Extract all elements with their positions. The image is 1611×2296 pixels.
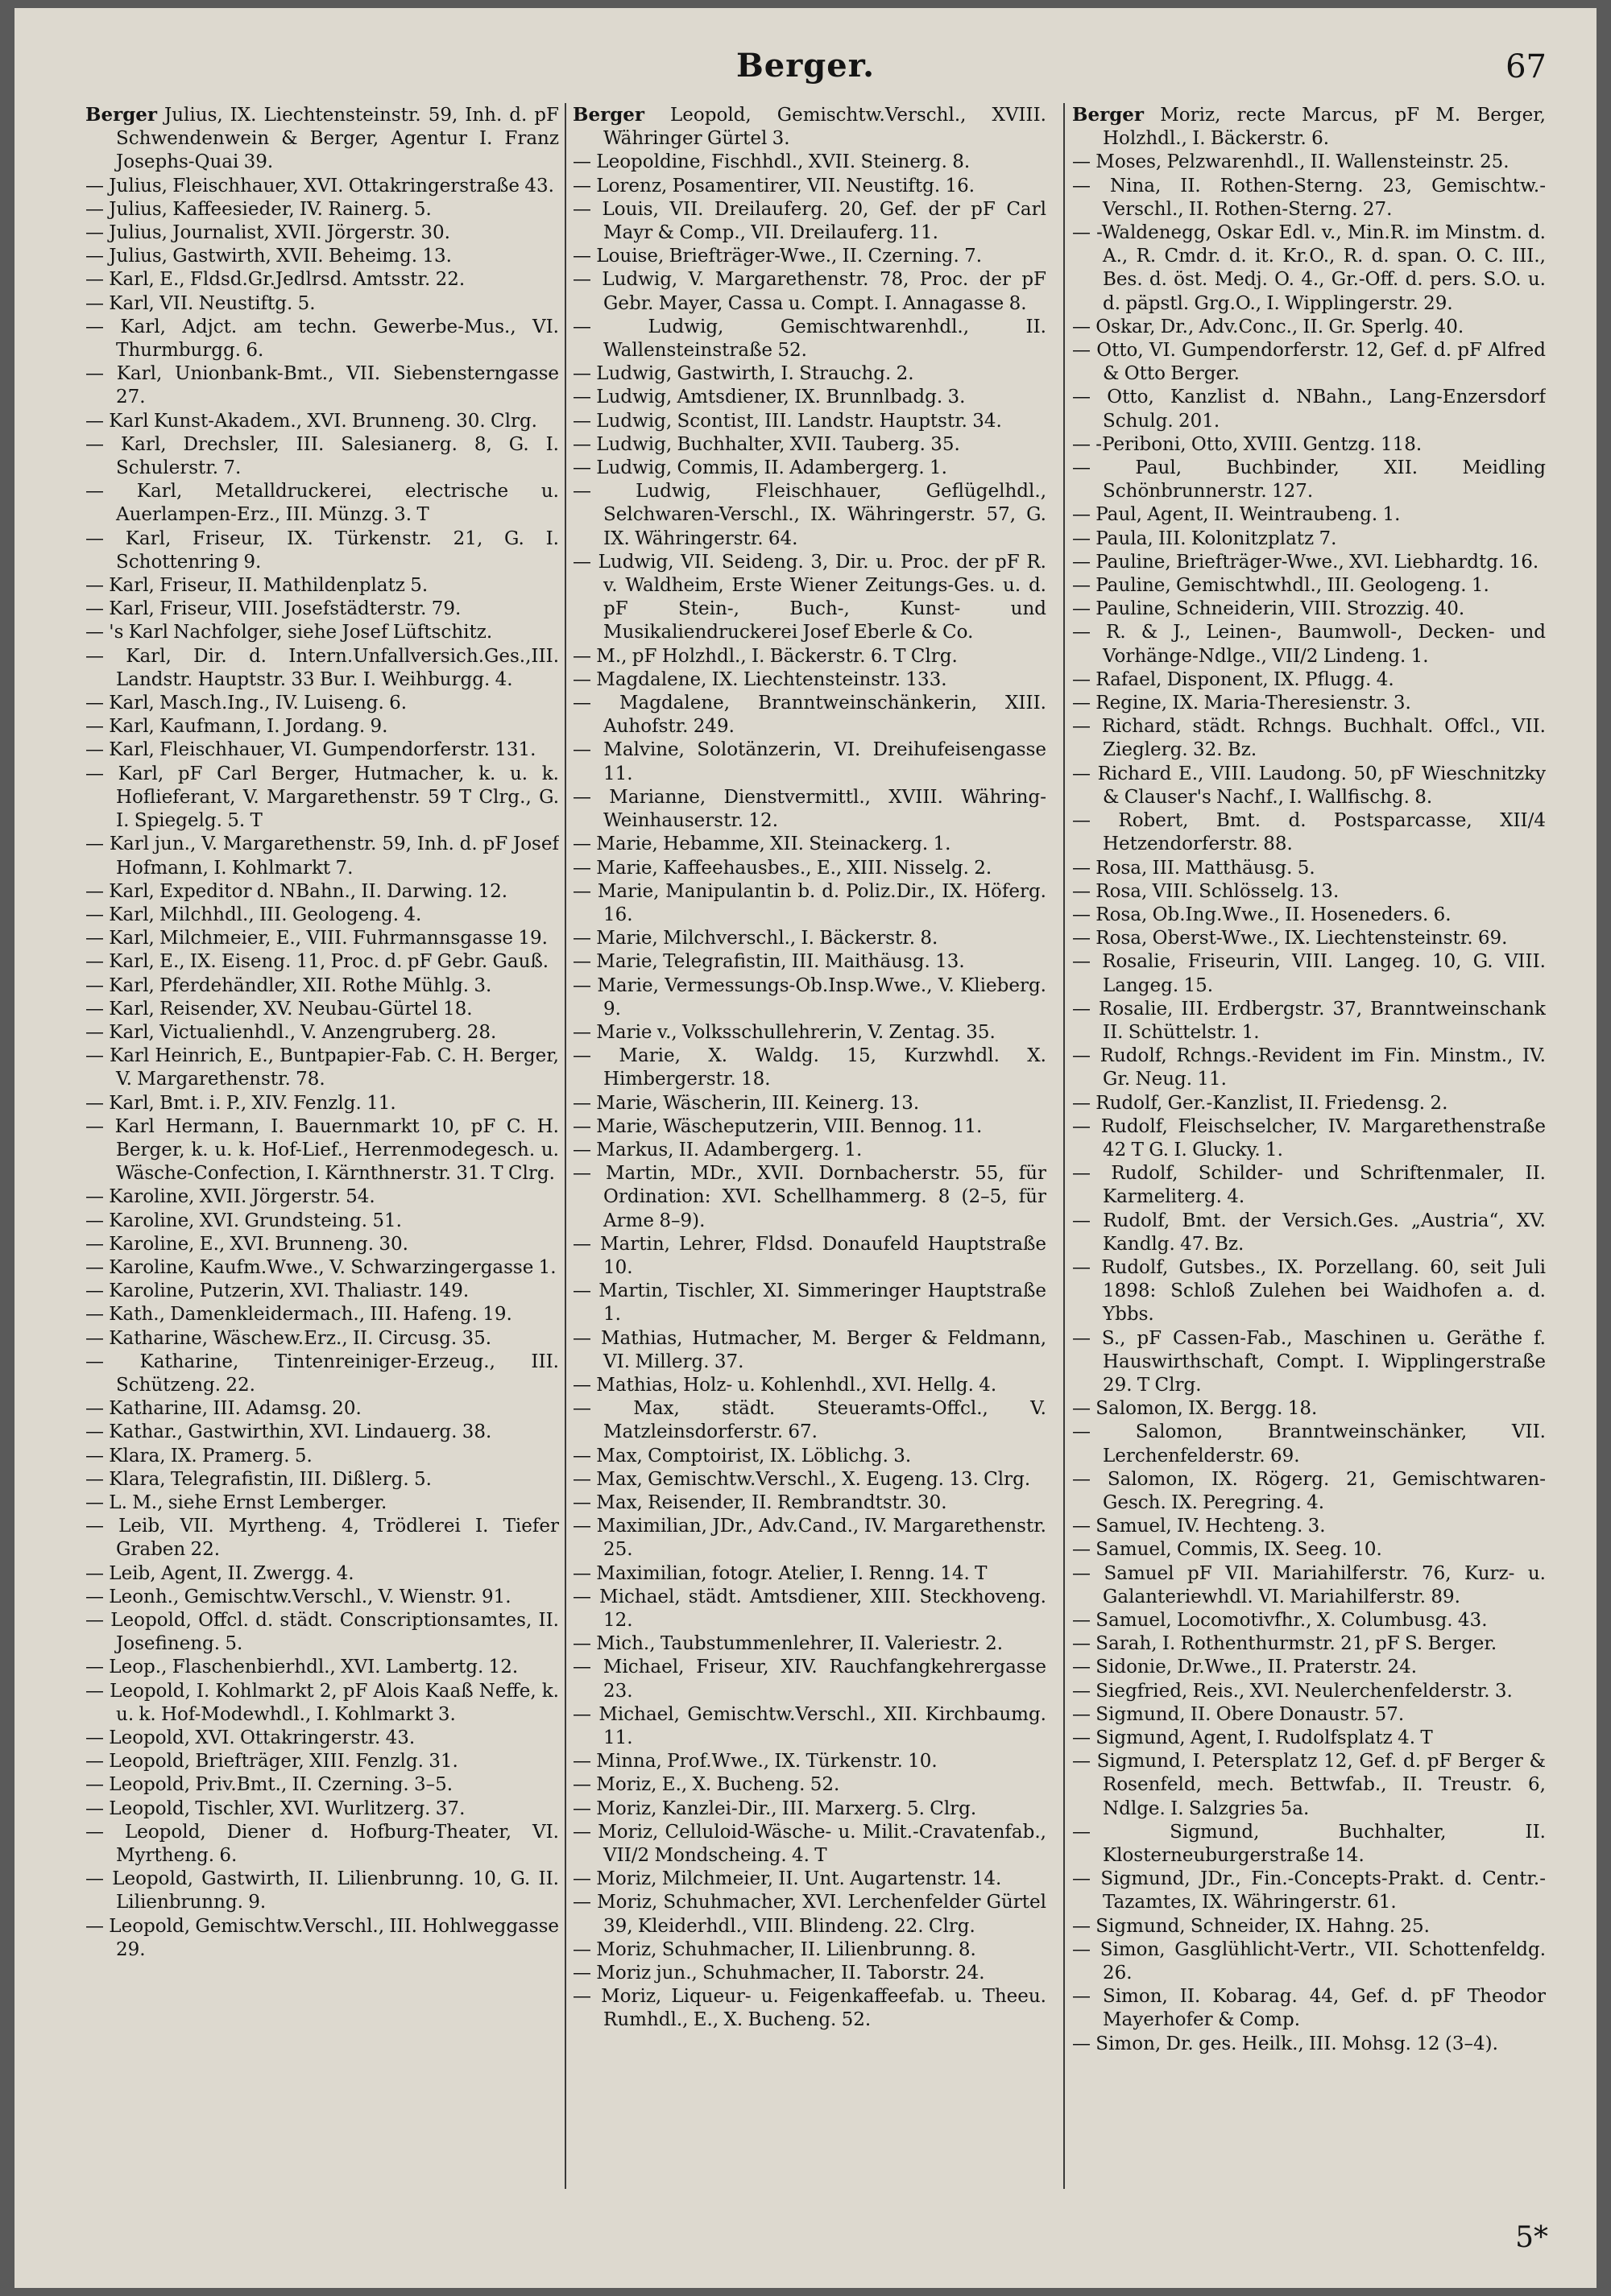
directory-entry: — Karl, Friseur, II. Mathildenplatz 5. [85, 575, 429, 597]
directory-entry: — Sigmund, I. Petersplatz 12, Gef. d. pF Berger & Rosenfeld, mech. Bettwfab., II. Treustr. 6, Ndlge. I. Salzgries 5a. [1072, 1751, 1546, 1819]
directory-entry: — Mathias, Hutmacher, M. Berger & Feldmann, VI. Millerg. 37. [573, 1327, 1046, 1372]
directory-entry: — S., pF Cassen-Fab., Maschinen u. Geräthe f. Hauswirthschaft, Compt. I. Wipplingerstraße 29. T Clrg. [1072, 1327, 1546, 1396]
directory-entry: — Maximilian, JDr., Adv.Cand., IV. Margarethenstr. 25. [573, 1516, 1046, 1561]
directory-entry: — Karl, VII. Neustiftg. 5. [85, 292, 316, 314]
directory-entry: — M., pF Holzhdl., I. Bäckerstr. 6. T Clrg. [573, 645, 958, 667]
directory-entry: — Karoline, E., XVI. Brunneng. 30. [85, 1233, 408, 1255]
directory-entry: — Oskar, Dr., Adv.Conc., II. Gr. Sperlg. 40. [1072, 316, 1464, 337]
directory-entry: — Marie, Telegrafistin, III. Maithäusg. 13. [573, 951, 965, 973]
directory-entry: — Karl, Milchhdl., III. Geologeng. 4. [85, 904, 422, 925]
directory-entry: — Klara, IX. Pramerg. 5. [85, 1445, 313, 1467]
directory-entry: — Karl jun., V. Margarethenstr. 59, Inh. d. pF Josef Hofmann, I. Kohlmarkt 7. [85, 834, 559, 879]
directory-entry: — Simon, Dr. ges. Heilk., III. Mohsg. 12 (3–4). [1072, 2033, 1498, 2054]
directory-entry: — Marie, Vermessungs-Ob.Insp.Wwe., V. Klieberg. 9. [573, 974, 1046, 1020]
directory-entry: — Otto, Kanzlist d. NBahn., Lang-Enzersdorf Schulg. 201. [1072, 387, 1546, 432]
directory-entry: — -Periboni, Otto, XVIII. Gentzg. 118. [1072, 433, 1423, 455]
directory-entry: — Julius, Kaffeesieder, IV. Rainerg. 5. [85, 198, 432, 220]
directory-entry: — Max, Comptoirist, IX. Löblichg. 3. [573, 1445, 912, 1467]
directory-entry: — Karl, E., IX. Eiseng. 11, Proc. d. pF Gebr. Gauß. [85, 951, 549, 973]
directory-entry: — Karl, Drechsler, III. Salesianerg. 8, G. I. Schulerstr. 7. [85, 433, 559, 479]
directory-entry: — Michael, städt. Amtsdiener, XIII. Steckhoveng. 12. [573, 1586, 1046, 1631]
directory-entry: — Max, Reisender, II. Rembrandtstr. 30. [573, 1491, 947, 1513]
directory-entry: — Paul, Agent, II. Weintraubeng. 1. [1072, 504, 1401, 526]
directory-entry: — Julius, Gastwirth, XVII. Beheimg. 13. [85, 246, 452, 267]
directory-entry: — Leopold, Gemischtw.Verschl., III. Hohlweggasse 29. [85, 1915, 559, 1960]
directory-entry: — Simon, II. Kobarag. 44, Gef. d. pF Theodor Mayerhofer & Comp. [1072, 1986, 1546, 2031]
directory-entry: — Samuel, IV. Hechteng. 3. [1072, 1516, 1326, 1537]
directory-entry [1072, 103, 1546, 151]
column-2 [573, 103, 1046, 2189]
directory-entry: — Martin, Lehrer, Fldsd. Donaufeld Hauptstraße 10. [573, 1233, 1046, 1278]
directory-entry: — Ludwig, Scontist, III. Landstr. Hauptstr. 34. [573, 410, 1002, 432]
directory-page [14, 8, 1597, 2288]
directory-entry: — Martin, MDr., XVII. Dornbacherstr. 55, für Ordination: XVI. Schellhammerg. 8 (2–5, für Arme 8–9). [573, 1163, 1046, 1231]
directory-entry [573, 103, 1046, 151]
directory-entry: — Rosa, Ob.Ing.Wwe., II. Hoseneders. 6. [1072, 904, 1452, 925]
directory-entry: — Richard, städt. Rchngs. Buchhalt. Offcl., VII. Zieglerg. 32. Bz. [1072, 716, 1546, 761]
directory-entry: — Karl Kunst-Akadem., XVI. Brunneng. 30. Clrg. [85, 410, 537, 432]
directory-entry: — Marie, Milchverschl., I. Bäckerstr. 8. [573, 928, 938, 949]
directory-entry: — Rosa, Oberst-Wwe., IX. Liechtensteinstr. 69. [1072, 928, 1508, 949]
surname-heading: Berger [1072, 104, 1145, 126]
directory-entry: — Samuel, Locomotivfhr., X. Columbusg. 43. [1072, 1610, 1488, 1631]
directory-entry: — Ludwig, VII. Seideng. 3, Dir. u. Proc. der pF R. v. Waldheim, Erste Wiener Zeitungs-Ges. u. d. pF Stein-, Buch-, Kunst- und Musikaliendruckerei Josef Eberle & Co. [573, 551, 1046, 643]
directory-entry: — Leopold, I. Kohlmarkt 2, pF Alois Kaaß Neffe, k. u. k. Hof-Modewhdl., I. Kohlmarkt 3. [85, 1680, 559, 1725]
directory-entry: — Michael, Gemischtw.Verschl., XII. Kirchbaumg. 11. [573, 1703, 1046, 1749]
directory-entry: — Klara, Telegrafistin, III. Dißlerg. 5. [85, 1468, 432, 1490]
directory-entry: — Moses, Pelzwarenhdl., II. Wallensteinstr. 25. [1072, 151, 1510, 173]
directory-entry: — Marie, Kaffeehausbes., E., XIII. Nisselg. 2. [573, 857, 992, 879]
directory-entry: — Salomon, Branntweinschänker, VII. Lerchenfelderstr. 69. [1072, 1421, 1546, 1467]
directory-entry: — Magdalene, Branntweinschänkerin, XIII. Auhofstr. 249. [573, 693, 1046, 738]
entry-text: Julius, IX. Liechtensteinstr. 59, Inh. d. pF Schwendenwein & Berger, Agentur I. Franz Josephs-Quai 39. [116, 105, 559, 173]
directory-entry: — Karl Hermann, I. Bauernmarkt 10, pF C. H. Berger, k. u. k. Hof-Lief., Herrenmodegesch. u. Wäsche-Confection, I. Kärnthnerstr. 31. T Clrg. [85, 1115, 559, 1185]
directory-entry: — Katharine, III. Adamsg. 20. [85, 1398, 362, 1420]
directory-entry: — Karoline, Kaufm.Wwe., V. Schwarzingergasse 1. [85, 1256, 557, 1278]
directory-entry: — Karl, Masch.Ing., IV. Luiseng. 6. [85, 693, 408, 714]
directory-entry: — Rudolf, Ger.-Kanzlist, II. Friedensg. 2. [1072, 1092, 1448, 1114]
column-1 [85, 103, 559, 2189]
directory-entry: — Rosa, VIII. Schlösselg. 13. [1072, 880, 1340, 902]
directory-entry: — Moriz, Kanzlei-Dir., III. Marxerg. 5. Clrg. [573, 1797, 977, 1819]
directory-entry: — Marie v., Volksschullehrerin, V. Zentag. 35. [573, 1021, 996, 1043]
directory-entry: — Marie, Wäscheputzerin, VIII. Bennog. 11. [573, 1115, 983, 1137]
directory-entry: — Leopold, Briefträger, XIII. Fenzlg. 31. [85, 1751, 458, 1773]
directory-entry: — Rosalie, III. Erdbergstr. 37, Branntweinschank II. Schüttelstr. 1. [1072, 998, 1546, 1043]
directory-entry: — Leopold, Diener d. Hofburg-Theater, VI. Myrtheng. 6. [85, 1821, 559, 1867]
directory-entry: — Sarah, I. Rothenthurmstr. 21, pF S. Berger. [1072, 1633, 1497, 1655]
directory-entry: — Leopold, Priv.Bmt., II. Czerning. 3–5. [85, 1774, 453, 1796]
directory-entry: — Karoline, XVI. Grundsteing. 51. [85, 1210, 402, 1231]
directory-entry: — L. M., siehe Ernst Lemberger. [85, 1491, 387, 1513]
directory-entry: — Mathias, Holz- u. Kohlenhdl., XVI. Hellg. 4. [573, 1374, 997, 1396]
directory-entry: — Karl Heinrich, E., Buntpapier-Fab. C. H. Berger, V. Margarethenstr. 78. [85, 1045, 559, 1090]
directory-entry: — Marie, Hebamme, XII. Steinackerg. 1. [573, 834, 951, 855]
directory-entry: — Pauline, Briefträger-Wwe., XVI. Liebhardtg. 16. [1072, 551, 1539, 573]
directory-entry: — Karl, Milchmeier, E., VIII. Fuhrmannsgasse 19. [85, 928, 548, 949]
directory-entry: — Karoline, Putzerin, XVI. Thaliastr. 149. [85, 1280, 470, 1302]
directory-entry: — Ludwig, Amtsdiener, IX. Brunnlbadg. 3. [573, 387, 966, 408]
running-header [14, 47, 1597, 92]
directory-entry: — Ludwig, V. Margarethenstr. 78, Proc. der pF Gebr. Mayer, Cassa u. Compt. I. Annagasse 8. [573, 269, 1046, 314]
directory-entry: — Ludwig, Buchhalter, XVII. Tauberg. 35. [573, 433, 960, 455]
directory-entry: — Ludwig, Fleischhauer, Geflügelhdl., Selchwaren-Verschl., IX. Währingerstr. 57, G. IX. Währingerstr. 64. [573, 481, 1046, 549]
directory-entry: — Siegfried, Reis., XVI. Neulerchenfelderstr. 3. [1072, 1680, 1513, 1702]
directory-entry: — Leopold, XVI. Ottakringerstr. 43. [85, 1727, 416, 1749]
directory-entry: — 's Karl Nachfolger, siehe Josef Lüftschitz. [85, 622, 493, 643]
directory-entry: — Nina, II. Rothen-Sterng. 23, Gemischtw.-Verschl., II. Rothen-Sterng. 27. [1072, 175, 1546, 220]
directory-entry: — Maximilian, fotogr. Atelier, I. Renng. 14. T [573, 1562, 988, 1584]
directory-entry: — Sigmund, II. Obere Donaustr. 57. [1072, 1703, 1405, 1725]
directory-entry: — Otto, VI. Gumpendorferstr. 12, Gef. d. pF Alfred & Otto Berger. [1072, 340, 1546, 385]
directory-entry: — Karl, Unionbank-Bmt., VII. Siebensterngasse 27. [85, 363, 559, 408]
directory-entry: — Karl, Reisender, XV. Neubau-Gürtel 18. [85, 998, 473, 1020]
directory-entry: — Kath., Damenkleidermach., III. Hafeng. 19. [85, 1304, 512, 1326]
directory-entry: — Rudolf, Bmt. der Versich.Ges. „Austria“, XV. Kandlg. 47. Bz. [1072, 1210, 1546, 1255]
directory-entry: — Rudolf, Gutsbes., IX. Porzellang. 60, seit Juli 1898: Schloß Zulehen bei Waidhofen a. d. Ybbs. [1072, 1256, 1546, 1326]
directory-entry: — Rosalie, Friseurin, VIII. Langeg. 10, G. VIII. Langeg. 15. [1072, 951, 1546, 996]
directory-entry: — Sidonie, Dr.Wwe., II. Praterstr. 24. [1072, 1657, 1418, 1678]
directory-entry: — Marie, X. Waldg. 15, Kurzwhdl. X. Himbergerstr. 18. [573, 1045, 1046, 1090]
directory-entry: — Julius, Journalist, XVII. Jörgerstr. 30. [85, 222, 450, 244]
directory-entry: — Rosa, III. Matthäusg. 5. [1072, 857, 1315, 879]
directory-entry: — Ludwig, Gemischtwarenhdl., II. Wallensteinstraße 52. [573, 316, 1046, 362]
column-3 [1072, 103, 1546, 2189]
directory-entry: — Leop., Flaschenbierhdl., XVI. Lambertg. 12. [85, 1657, 519, 1678]
directory-entry: — Karl, Bmt. i. P., XIV. Fenzlg. 11. [85, 1092, 396, 1114]
directory-entry: — Rudolf, Fleischselcher, IV. Margarethenstraße 42 T G. I. Glucky. 1. [1072, 1115, 1546, 1160]
directory-entry: — Ludwig, Commis, II. Adambergerg. 1. [573, 457, 947, 479]
directory-entry: — Marie, Wäscherin, III. Keinerg. 13. [573, 1092, 920, 1114]
directory-entry: — Leopold, Gastwirth, II. Lilienbrunng. 10, G. II. Lilienbrunng. 9. [85, 1868, 559, 1913]
directory-entry: — Pauline, Gemischtwhdl., III. Geologeng. 1. [1072, 575, 1489, 597]
directory-entry: — Paul, Buchbinder, XII. Meidling Schönbrunnerstr. 127. [1072, 457, 1546, 503]
column-rule [1063, 103, 1065, 2189]
directory-entry: — Karl, Friseur, IX. Türkenstr. 21, G. I. Schottenring 9. [85, 527, 559, 573]
directory-entry: — Minna, Prof.Wwe., IX. Türkenstr. 10. [573, 1751, 938, 1773]
directory-entry: — Marianne, Dienstvermittl., XVIII. Währing-Weinhauserstr. 12. [573, 786, 1046, 832]
directory-entry: — Moriz, Schuhmacher, XVI. Lerchenfelder Gürtel 39, Kleiderhdl., VIII. Blindeng. 22. Clrg. [573, 1892, 1046, 1937]
directory-entry: — Karl, Pferdehändler, XII. Rothe Mühlg. 3. [85, 974, 492, 996]
directory-entry: — Katharine, Wäschew.Erz., II. Circusg. 35. [85, 1327, 492, 1349]
directory-entry: — Salomon, IX. Rögerg. 21, Gemischtwaren-Gesch. IX. Peregring. 4. [1072, 1468, 1546, 1513]
directory-entry: — Karl, Friseur, VIII. Josefstädterstr. 79. [85, 598, 462, 620]
directory-entry: — Magdalene, IX. Liechtensteinstr. 133. [573, 668, 947, 690]
entry-text: Moriz, recte Marcus, pF M. Berger, Holzhdl., I. Bäckerstr. 6. [1103, 105, 1546, 150]
column-rule [565, 103, 566, 2189]
directory-entry: — Karl, Victualienhdl., V. Anzengruberg. 28. [85, 1021, 497, 1043]
page-title: Berger. [735, 47, 876, 85]
directory-entry: — Moriz, Celluloid-Wäsche- u. Milit.-Cravatenfab., VII/2 Mondscheing. 4. T [573, 1821, 1046, 1867]
directory-entry: — Martin, Tischler, XI. Simmeringer Hauptstraße 1. [573, 1280, 1046, 1326]
directory-entry: — Karoline, XVII. Jörgerstr. 54. [85, 1186, 375, 1208]
directory-entry: — Lorenz, Posamentirer, VII. Neustiftg. 16. [573, 175, 975, 197]
surname-heading: Berger [85, 104, 158, 126]
directory-entry: — Leib, Agent, II. Zwergg. 4. [85, 1562, 354, 1584]
directory-entry: — R. & J., Leinen-, Baumwoll-, Decken- und Vorhänge-Ndlge., VII/2 Lindeng. 1. [1072, 622, 1546, 667]
directory-entry: — Rudolf, Schilder- und Schriftenmaler, II. Karmeliterg. 4. [1072, 1163, 1546, 1208]
directory-entry: — Richard E., VIII. Laudong. 50, pF Wieschnitzky & Clauser's Nachf., I. Wallfischg. 8. [1072, 763, 1546, 808]
directory-entry: — Moriz, E., X. Bucheng. 52. [573, 1774, 840, 1796]
directory-entry: — Michael, Friseur, XIV. Rauchfangkehrergasse 23. [573, 1657, 1046, 1702]
directory-entry: — Pauline, Schneiderin, VIII. Strozzig. 40. [1072, 598, 1465, 620]
directory-entry: — Simon, Gasglühlicht-Vertr., VII. Schottenfeldg. 26. [1072, 1938, 1546, 1984]
directory-entry: — Sigmund, Agent, I. Rudolfsplatz 4. T [1072, 1727, 1433, 1749]
directory-entry: — Julius, Fleischhauer, XVI. Ottakringerstraße 43. [85, 175, 554, 197]
directory-entry: — Regine, IX. Maria-Theresienstr. 3. [1072, 693, 1411, 714]
directory-entry: — Sigmund, JDr., Fin.-Concepts-Prakt. d. Centr.-Tazamtes, IX. Währingerstr. 61. [1072, 1868, 1546, 1913]
directory-entry: — Mich., Taubstummenlehrer, II. Valeriestr. 2. [573, 1633, 1004, 1655]
directory-entry: — Moriz jun., Schuhmacher, II. Taborstr. 24. [573, 1963, 985, 1984]
directory-entry: — Leib, VII. Myrtheng. 4, Trödlerei I. Tiefer Graben 22. [85, 1516, 559, 1561]
directory-entry: — Karl, Adjct. am techn. Gewerbe-Mus., VI. Thurmburgg. 6. [85, 316, 559, 362]
directory-entry: — Sigmund, Schneider, IX. Hahng. 25. [1072, 1915, 1430, 1937]
directory-entry: — Moriz, Milchmeier, II. Unt. Augartenstr. 14. [573, 1868, 1002, 1890]
directory-entry: — Malvine, Solotänzerin, VI. Dreihufeisengasse 11. [573, 739, 1046, 784]
directory-entry: — Salomon, IX. Bergg. 18. [1072, 1398, 1318, 1420]
directory-entry: — Sigmund, Buchhalter, II. Klosterneuburgerstraße 14. [1072, 1821, 1546, 1867]
directory-entry: — -Waldenegg, Oskar Edl. v., Min.R. im Minstm. d. A., R. Cmdr. d. it. Kr.O., R. d. span. O. C. III., Bes. d. öst. Medj. O. 4., Gr.-Off. d. pers. S.O. u. d. päpstl. Grg.O., I. Wipplingerstr. 29. [1072, 222, 1546, 314]
directory-entry: — Leopold, Tischler, XVI. Wurlitzerg. 37. [85, 1797, 466, 1819]
directory-entry: — Karl, E., Fldsd.Gr.Jedlrsd. Amtsstr. 22. [85, 269, 466, 291]
directory-entry: — Karl, Expeditor d. NBahn., II. Darwing. 12. [85, 880, 508, 902]
directory-entry: — Kathar., Gastwirthin, XVI. Lindauerg. 38. [85, 1421, 492, 1443]
directory-entry: — Karl, Metalldruckerei, electrische u. Auerlampen-Erz., III. Münzg. 3. T [85, 481, 559, 526]
directory-entry: — Ludwig, Gastwirth, I. Strauchg. 2. [573, 363, 914, 385]
directory-entry: — Max, städt. Steueramts-Offcl., V. Matzleinsdorferstr. 67. [573, 1398, 1046, 1443]
directory-entry: — Samuel pF VII. Mariahilferstr. 76, Kurz- u. Galanteriewhdl. VI. Mariahilferstr. 89. [1072, 1562, 1546, 1607]
directory-entry: — Markus, II. Adambergerg. 1. [573, 1139, 863, 1160]
signature-mark: 5* [1515, 2221, 1548, 2254]
directory-entry: — Rafael, Disponent, IX. Pflugg. 4. [1072, 668, 1394, 690]
directory-entry: — Louise, Briefträger-Wwe., II. Czerning. 7. [573, 246, 983, 267]
directory-entry: — Leonh., Gemischtw.Verschl., V. Wienstr. 91. [85, 1586, 511, 1607]
directory-entry: — Leopold, Offcl. d. städt. Conscriptionsamtes, II. Josefineng. 5. [85, 1610, 559, 1655]
directory-entry: — Karl, Fleischhauer, VI. Gumpendorferstr. 131. [85, 739, 536, 761]
directory-entry: — Paula, III. Kolonitzplatz 7. [1072, 527, 1337, 549]
directory-entry: — Rudolf, Rchngs.-Revident im Fin. Minstm., IV. Gr. Neug. 11. [1072, 1045, 1546, 1090]
directory-entry [85, 103, 559, 175]
directory-entry: — Samuel, Commis, IX. Seeg. 10. [1072, 1539, 1382, 1561]
directory-entry: — Louis, VII. Dreilauferg. 20, Gef. der pF Carl Mayr & Comp., VII. Dreilauferg. 11. [573, 198, 1046, 244]
directory-entry: — Max, Gemischtw.Verschl., X. Eugeng. 13. Clrg. [573, 1468, 1031, 1490]
directory-entry: — Leopoldine, Fischhdl., XVII. Steinerg. 8. [573, 151, 971, 173]
directory-entry: — Karl, pF Carl Berger, Hutmacher, k. u. k. Hoflieferant, V. Margarethenstr. 59 T Clrg., G. I. Spiegelg. 5. T [85, 763, 559, 832]
directory-entry: — Marie, Manipulantin b. d. Poliz.Dir., IX. Höferg. 16. [573, 880, 1046, 925]
directory-entry: — Karl, Kaufmann, I. Jordang. 9. [85, 716, 388, 738]
directory-entry: — Katharine, Tintenreiniger-Erzeug., III. Schützeng. 22. [85, 1351, 559, 1396]
directory-entry: — Moriz, Schuhmacher, II. Lilienbrunng. 8. [573, 1938, 976, 1960]
directory-entry: — Karl, Dir. d. Intern.Unfallversich.Ges.,III. Landstr. Hauptstr. 33 Bur. I. Weihburgg. 4. [85, 645, 559, 690]
directory-entry: — Robert, Bmt. d. Postsparcasse, XII/4 Hetzendorferstr. 88. [1072, 810, 1546, 855]
directory-entry: — Moriz, Liqueur- u. Feigenkaffeefab. u. Theeu. Rumhdl., E., X. Bucheng. 52. [573, 1986, 1046, 2031]
entry-text: Leopold, Gemischtw.Verschl., XVIII. Währinger Gürtel 3. [603, 105, 1046, 150]
page-number: 67 [1505, 48, 1547, 85]
directory-columns [85, 103, 1564, 2189]
surname-heading: Berger [573, 104, 645, 126]
